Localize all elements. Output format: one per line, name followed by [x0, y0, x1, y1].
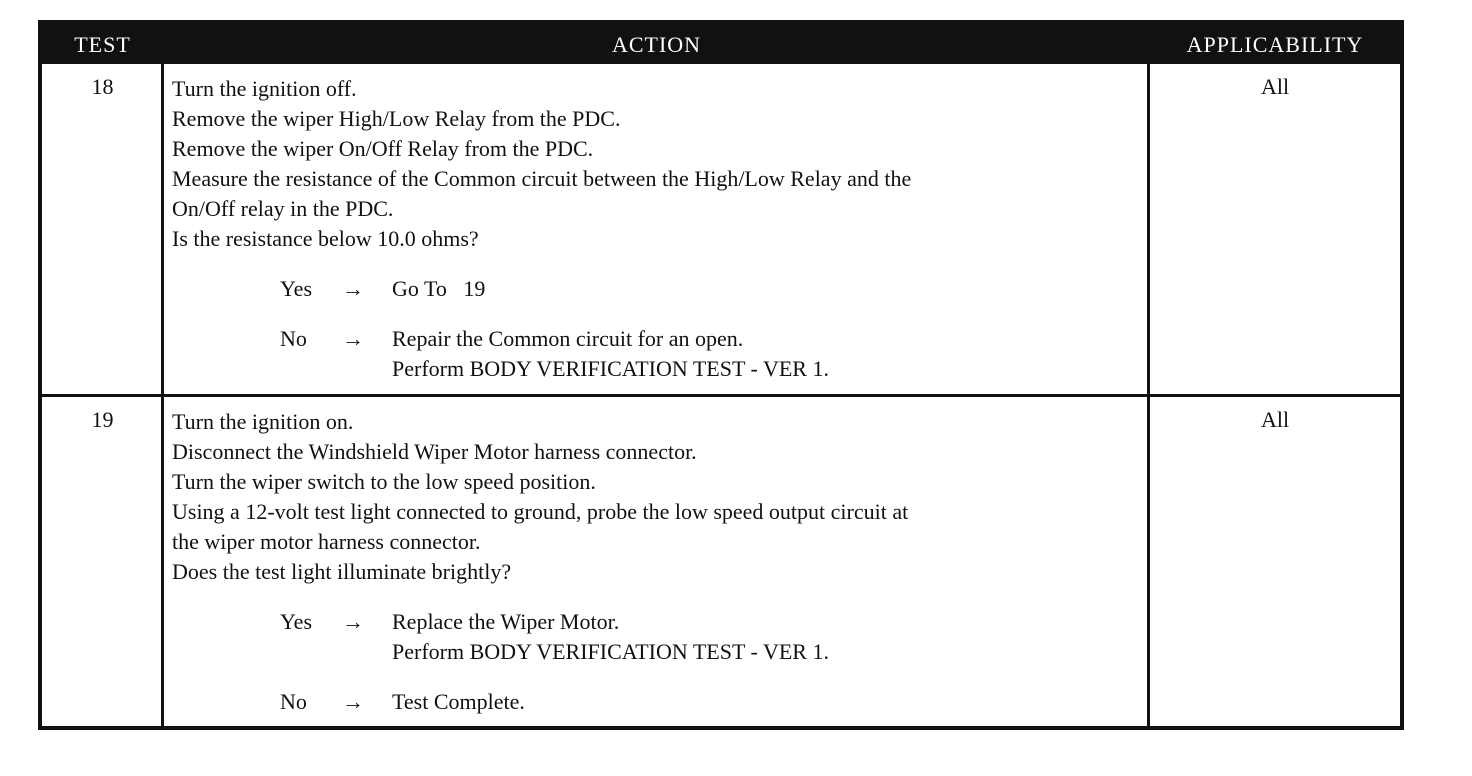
header-test: TEST [74, 32, 131, 57]
table-row-18 [42, 64, 1400, 394]
action-line: Turn the ignition on. [172, 409, 354, 434]
header-action: ACTION [611, 32, 702, 57]
arrow-icon: → [342, 326, 364, 351]
answer-no: No [280, 326, 307, 351]
action-line: Does the test light illuminate brightly? [172, 559, 512, 584]
test-number: 19 [91, 407, 114, 432]
action-cell [172, 407, 1152, 717]
action-line: Disconnect the Windshield Wiper Motor harness connector. [172, 439, 697, 464]
action-line: On/Off relay in the PDC. [172, 196, 394, 221]
outcome-result [392, 687, 525, 717]
action-line: Turn the ignition off. [172, 76, 357, 101]
action-line: Using a 12-volt test light connected to ground, probe the low speed output circuit at [172, 499, 909, 524]
result-line: Replace the Wiper Motor. [392, 609, 620, 634]
outcome-result [392, 607, 829, 667]
test-number: 18 [91, 74, 114, 99]
result-line: Go To 19 [392, 276, 486, 301]
answer-yes: Yes [280, 276, 313, 301]
outcome-no [172, 687, 1152, 717]
arrow-icon: → [342, 276, 364, 301]
action-line: Is the resistance below 10.0 ohms? [172, 226, 479, 251]
answer-yes: Yes [280, 609, 313, 634]
action-line: Remove the wiper On/Off Relay from the PDC. [172, 136, 594, 161]
result-line: Test Complete. [392, 689, 525, 714]
action-cell [172, 74, 1152, 384]
table-header [42, 24, 1400, 64]
applicability-value: All [1260, 74, 1290, 99]
outcome-result [392, 274, 485, 304]
result-line: Perform BODY VERIFICATION TEST - VER 1. [392, 639, 829, 664]
outcome-yes [172, 607, 1152, 667]
result-line: Repair the Common circuit for an open. [392, 326, 744, 351]
outcome-no [172, 324, 1152, 384]
result-line: Perform BODY VERIFICATION TEST - VER 1. [392, 356, 829, 381]
outcome-yes [172, 274, 1152, 304]
action-line: Turn the wiper switch to the low speed position. [172, 469, 596, 494]
action-line: Measure the resistance of the Common circuit between the High/Low Relay and the [172, 166, 912, 191]
action-line: Remove the wiper High/Low Relay from the PDC. [172, 106, 621, 131]
header-applicability: APPLICABILITY [1186, 32, 1364, 57]
outcome-result [392, 324, 829, 384]
action-line: the wiper motor harness connector. [172, 529, 481, 554]
arrow-icon: → [342, 689, 364, 714]
arrow-icon: → [342, 609, 364, 634]
table-row-19 [42, 397, 1400, 730]
diagnostic-table [38, 20, 1404, 730]
applicability-value: All [1260, 407, 1290, 432]
answer-no: No [280, 689, 307, 714]
